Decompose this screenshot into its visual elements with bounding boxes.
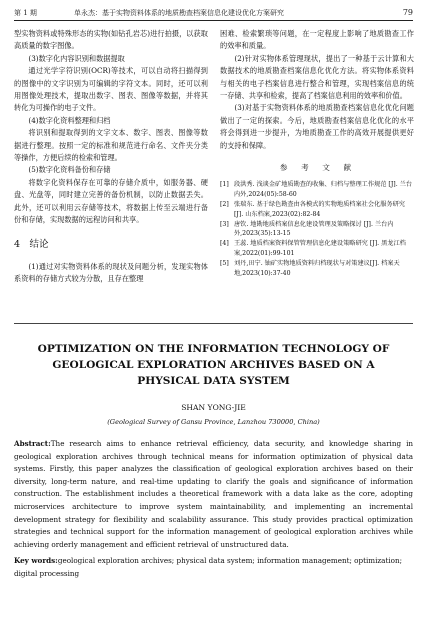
issue-label: 第 1 期 xyxy=(14,9,37,17)
paragraph: (1)通过对实物资料体系的现状及问题分析，发现实物体系资料的存储方式较为分散，且存在整理 xyxy=(14,261,208,284)
references-heading: 参 考 文 献 xyxy=(279,163,355,173)
abstract-label: Abstract: xyxy=(14,439,51,448)
paragraph: 通过光学字符识别(OCR)等技术，可以自动将扫描得到的图像中的文字识别为可编辑的字符文本。同时，还可以利用图像处理技术，提取出数字、图表、图像等数据，并将其转化为可操作的电子文件。 xyxy=(14,66,208,113)
english-author: SHAN YONG-JIE xyxy=(181,403,246,412)
keywords-label: Key words: xyxy=(14,556,58,565)
reference-item xyxy=(220,220,414,240)
paragraph: 型实物资料或特殊形态的实物(如钻孔岩芯)进行拍摄，以获取高质量的数字图像。 xyxy=(14,29,208,51)
subheading: (5)数字化资料备份和存储 xyxy=(28,165,111,175)
reference-item xyxy=(220,259,414,279)
right-column xyxy=(220,28,414,278)
subheading: (4)数字化资料整理和归档 xyxy=(28,115,111,125)
running-title: 单永杰：基于实物资料体系的地质勘查档案信息化建设优化方案研究 xyxy=(74,9,284,17)
reference-number: [5] xyxy=(220,259,229,267)
reference-number: [2] xyxy=(220,201,229,209)
reference-number: [1] xyxy=(220,181,229,189)
english-title: OPTIMIZATION ON THE INFORMATION TECHNOLOGY OF GEOLOGICAL EXPLORATION ARCHIVES BASED ON A PHYSICAL DATA SYSTEM xyxy=(37,343,390,387)
abstract-text: The research aims to enhance retrieval efficiency, data security, and knowledge sharing in geological exploration archives through technical means for information optimization of physical data systems. Firstly, this paper analyzes the classification of geological exploration archives based on their diversity, long-term nature, and real-time updating to clarify the goals and significance of information construction. The establishment includes a theoretical framework with a data lake as the core, adopting microservices architecture to improve system maintainability, and implementing an incremental development strategy for flexibility and scalability assurance. This study provides practical optimization strategies and technical support for the information management of geological exploration archives while achieving orderly management and efficient retrieval of unstructured data. xyxy=(14,439,413,549)
reference-text: 刘丹,田宁. 铀矿实物地质资料归档现状与对策建议[J]. 档案天地,2023(10):37-40 xyxy=(234,259,400,277)
paragraph: 将识别和提取得到的文字文本、数字、图表、图像等数据进行整理。按照一定的标准和规范进行命名、文件夹分类等操作，方便后续的检索和管理。 xyxy=(14,128,208,163)
section-divider xyxy=(14,323,413,324)
english-affiliation: (Geological Survey of Gansu Province, Lanzhou 730000, China) xyxy=(107,418,320,426)
reference-text: 张瑞东. 基于绿色勘查由各模式的实物地质档案社会化服务研究[J]. 山东档案,2023(02):82-84 xyxy=(234,201,405,218)
header-rule xyxy=(14,20,413,21)
left-column xyxy=(14,28,208,286)
reference-item xyxy=(220,239,414,259)
page-number: 79 xyxy=(402,8,413,17)
reference-text: 王蕊. 地质档案资料保管管理信息化建设策略研究 [J]. 黑龙江档案,2022(01):99-101 xyxy=(234,240,406,258)
reference-item xyxy=(220,180,414,200)
reference-text: 段洪秀. 浅谈金矿地质勘查的收集、归档与整理工作规范 [J]. 兰台内外,2024(05):58-60 xyxy=(234,181,413,199)
section-title: 4 结论 xyxy=(14,238,49,250)
reference-item xyxy=(220,200,414,220)
paragraph: 将数字化资料保存在可靠的存储介质中，如服务器、硬盘、光盘等，同时建立完善的备份机制，以防止数据丢失。此外，还可以利用云存储等技术，将数据上传至云端进行备份和存储，实现数据的远程访问和共享。 xyxy=(14,177,208,225)
reference-text: 唐钦. 地勘地质档案信息化建设管理及策略探讨 [J]. 兰台内外,2023(35):13-15 xyxy=(234,220,394,238)
paragraph: (2)针对实物体系管理现状，提出了一种基于云计算和大数据技术的地质勘查档案信息化优化方法。将实物体系资料与相关的电子档案信息进行整合和管理，实现档案信息的统一存储、共享和检索，提高了档案信息利用的效率和价值。 xyxy=(220,53,414,101)
reference-number: [3] xyxy=(220,220,229,228)
reference-number: [4] xyxy=(220,240,229,248)
keywords-text: geological exploration archives; physical data system; information management; optimization; digital processing xyxy=(14,556,403,578)
english-keywords xyxy=(14,555,413,580)
paragraph: 困难、检索繁琐等问题，在一定程度上影响了地质勘查工作的效率和质量。 xyxy=(220,29,414,51)
english-abstract xyxy=(14,438,413,551)
paragraph: (3)对基于实物资料体系的地质勘查档案信息化优化问题做出了一定的探索。今后，地质勘查档案信息化优化的水平将会得到进一步提升，为地质勘查工作的高效开展提供更好的支持和保障。 xyxy=(220,103,414,150)
subheading: (3)数字化内容识别和数据提取 xyxy=(28,53,125,63)
